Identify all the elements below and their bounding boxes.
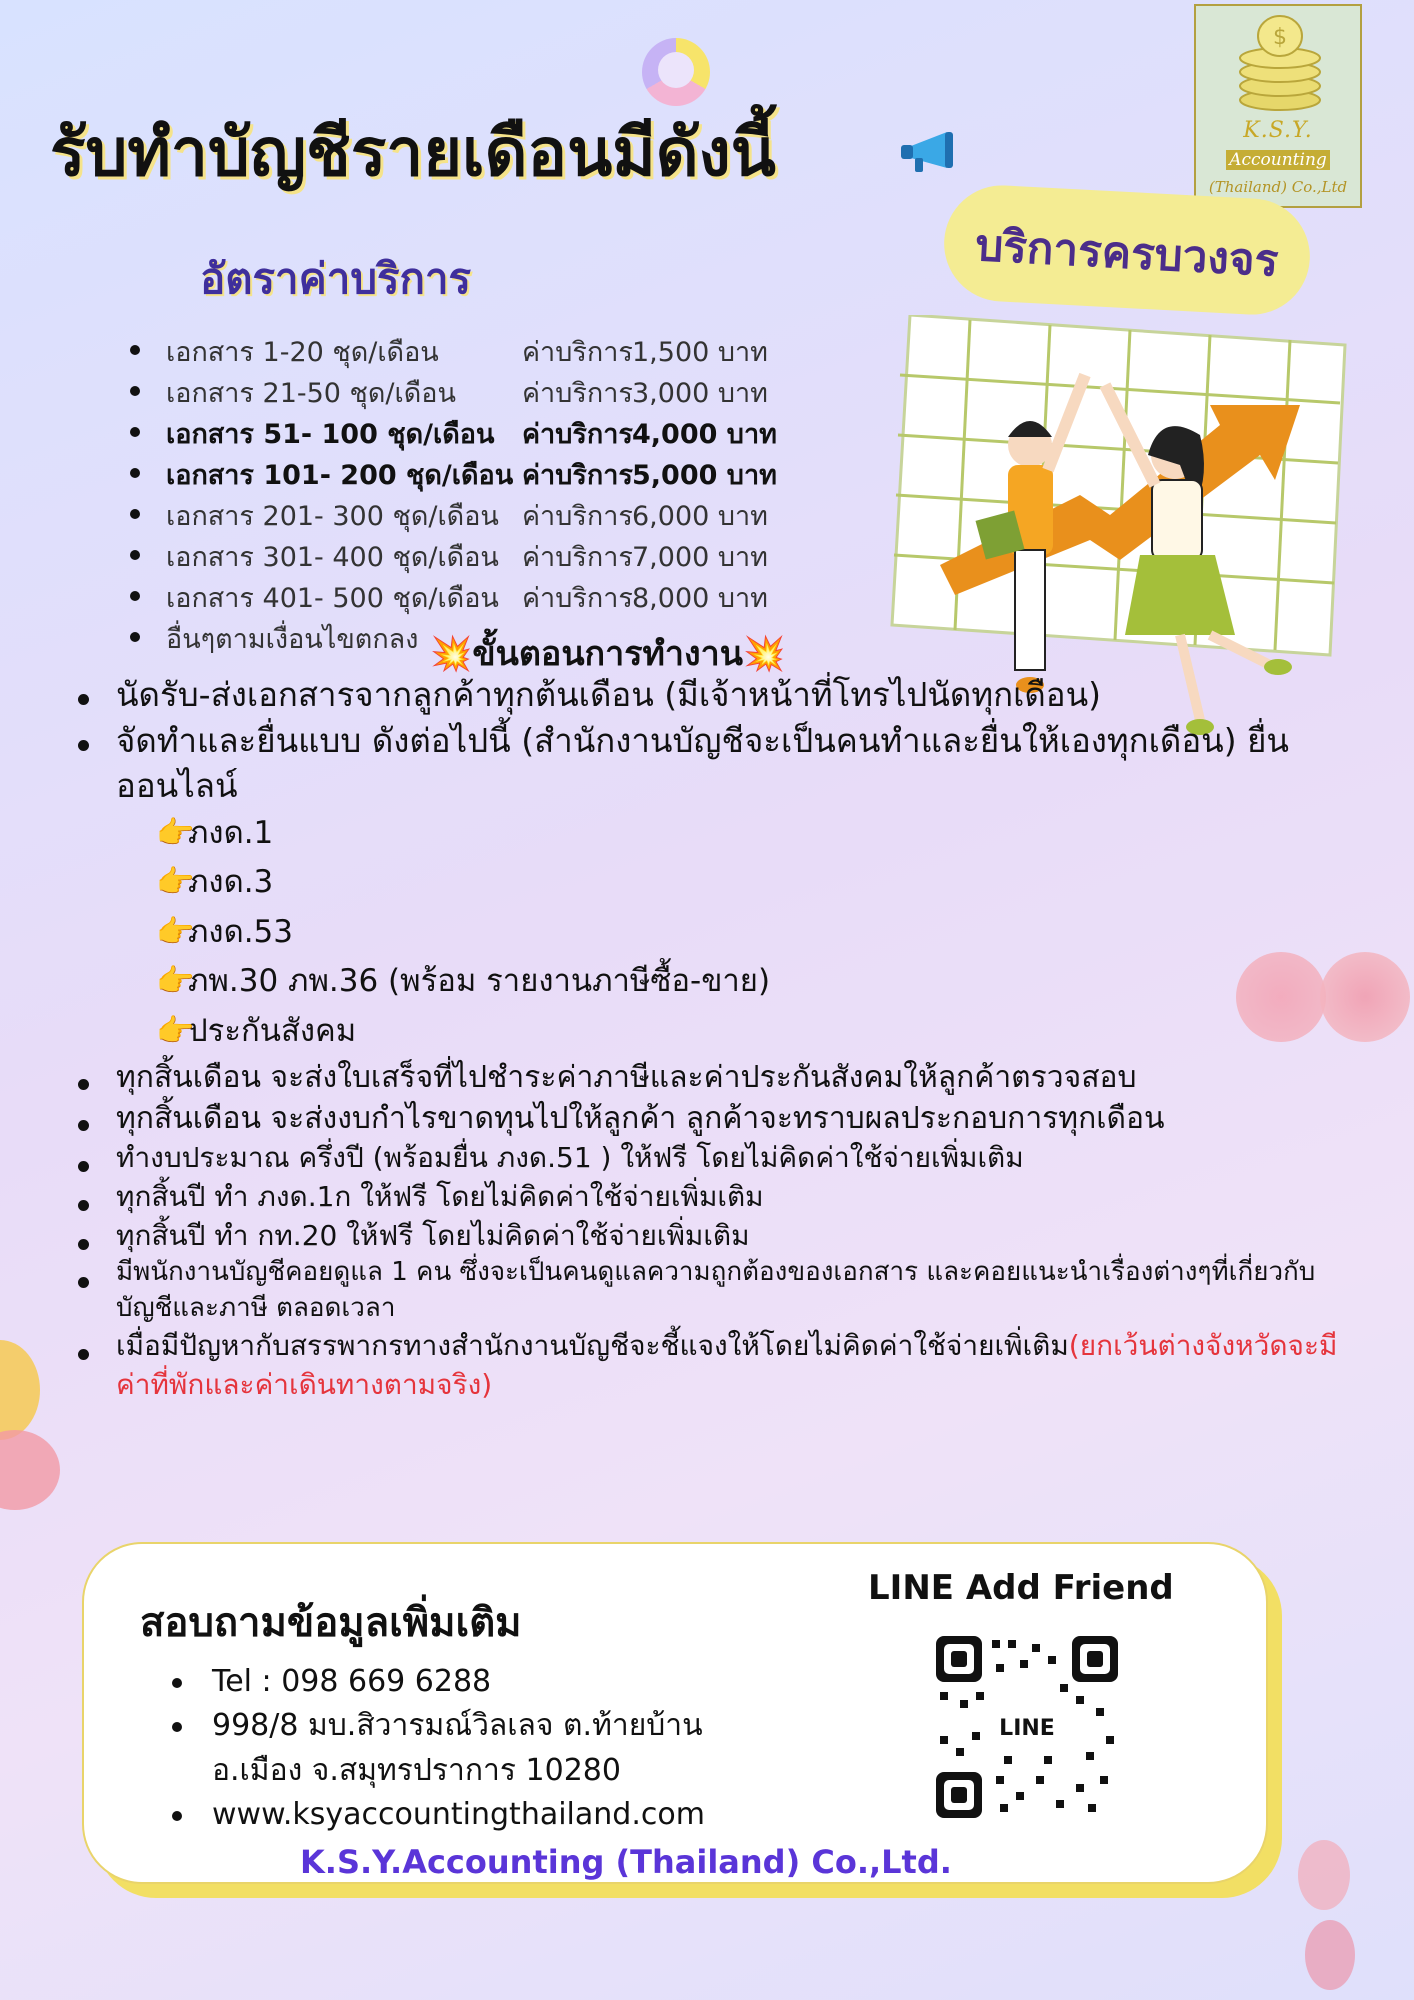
rate-item xyxy=(130,371,780,412)
pointing-finger-icon: 👉 xyxy=(156,913,195,950)
decorative-blob xyxy=(0,1430,60,1510)
rate-item xyxy=(130,330,780,371)
logo-company: (Thailand) Co.,Ltd xyxy=(1208,178,1348,196)
decorative-ring xyxy=(642,38,710,106)
rate-amount: 6,000 บาท xyxy=(632,501,768,532)
rate-item xyxy=(130,535,780,576)
logo-name: K.S.Y. xyxy=(1243,118,1313,143)
contact-address xyxy=(168,1704,788,1793)
rate-amount: 3,000 บาท xyxy=(632,378,768,409)
rate-fee-label: ค่าบริการ xyxy=(522,542,633,573)
rate-amount: 5,000 บาท xyxy=(632,460,777,491)
rate-doc: เอกสาร 401- 500 ชุด/เดือน xyxy=(166,583,499,614)
contact-title: สอบถามข้อมูลเพิ่มเติม xyxy=(140,1600,522,1646)
pointing-finger-icon: 👉 xyxy=(156,1012,195,1049)
line-qr-code[interactable] xyxy=(936,1636,1118,1818)
list-item xyxy=(72,1327,1362,1404)
svg-text:$: $ xyxy=(1273,25,1287,50)
contact-tel[interactable]: Tel : 098 669 6288 xyxy=(168,1660,788,1704)
rate-item xyxy=(130,453,780,494)
rate-fee-label: ค่าบริการ xyxy=(522,501,633,532)
list-item: มีพนักงานบัญชีคอยดูแล 1 คน ซึ่งจะเป็นคนดูแลความถูกต้องของเอกสาร และคอยแนะนำเรื่องต่างๆที่เกี่ยวกับบัญชีและภาษี ตลอดเวลา xyxy=(72,1255,1332,1327)
rate-fee-label: ค่าบริการ xyxy=(522,419,633,450)
form-label: ประกันสังคม xyxy=(188,1012,357,1049)
rate-doc: เอกสาร 51- 100 ชุด/เดือน xyxy=(166,419,495,450)
list-item: ทุกสิ้นปี ทำ ภงด.1ก ให้ฟรี โดยไม่คิดค่าใช้จ่ายเพิ่มเติม xyxy=(72,1178,1372,1217)
form-item xyxy=(72,1007,1372,1057)
rate-item xyxy=(130,576,780,617)
company-logo xyxy=(1194,4,1362,208)
service-badge xyxy=(941,183,1313,318)
form-label: ภงด.3 xyxy=(188,864,274,901)
rate-fee-label: ค่าบริการ xyxy=(522,583,633,614)
rate-fee-label: ค่าบริการ xyxy=(522,337,633,368)
list-item: ทุกสิ้นเดือน จะส่งงบกำไรขาดทุนไปให้ลูกค้า ลูกค้าจะทราบผลประกอบการทุกเดือน xyxy=(72,1098,1372,1139)
form-label: ภงด.1 xyxy=(188,814,274,851)
page-title: รับทำบัญชีรายเดือนมีดังนี้ xyxy=(50,114,776,191)
decorative-blob xyxy=(1305,1920,1355,1990)
rate-fee-label: ค่าบริการ xyxy=(522,378,633,409)
rate-other: อื่นๆตามเงื่อนไขตกลง xyxy=(166,624,419,655)
list-item: นัดรับ-ส่งเอกสารจากลูกค้าทุกต้นเดือน (มีเจ้าหน้าที่โทรไปนัดทุกเดือน) xyxy=(72,672,1372,718)
rate-doc: เอกสาร 21-50 ชุด/เดือน xyxy=(166,378,456,409)
steps-list xyxy=(72,672,1372,1404)
list-item: ทุกสิ้นเดือน จะส่งใบเสร็จที่ไปชำระค่าภาษีและค่าประกันสังคมให้ลูกค้าตรวจสอบ xyxy=(72,1057,1372,1098)
rate-amount: 4,000 บาท xyxy=(632,419,777,450)
rate-amount: 7,000 บาท xyxy=(632,542,768,573)
form-item xyxy=(72,908,1372,958)
form-item xyxy=(72,858,1372,908)
pointing-finger-icon: 👉 xyxy=(156,864,195,901)
rate-doc: เอกสาร 1-20 ชุด/เดือน xyxy=(166,337,439,368)
pointing-finger-icon: 👉 xyxy=(156,814,195,851)
logo-subtitle: Accounting xyxy=(1226,150,1330,170)
list-item: ทำงบประมาณ ครึ่งปี (พร้อมยื่น ภงด.51 ) ให้ฟรี โดยไม่คิดค่าใช้จ่ายเพิ่มเติม xyxy=(72,1139,1372,1178)
decorative-blob xyxy=(1298,1840,1350,1910)
qr-label: LINE xyxy=(999,1716,1055,1741)
contact-website[interactable]: www.ksyaccountingthailand.com xyxy=(168,1793,788,1837)
rate-amount: 8,000 บาท xyxy=(632,583,768,614)
megaphone-icon xyxy=(897,128,961,178)
rate-fee-label: ค่าบริการ xyxy=(522,460,633,491)
form-item xyxy=(72,809,1372,859)
rate-doc: เอกสาร 201- 300 ชุด/เดือน xyxy=(166,501,499,532)
contact-list xyxy=(168,1660,788,1838)
rate-item xyxy=(130,494,780,535)
decorative-blob xyxy=(0,1340,40,1440)
address-line-1: 998/8 มบ.สิวารมณ์วิลเลจ ต.ท้ายบ้าน xyxy=(212,1708,703,1744)
company-name: K.S.Y.Accounting (Thailand) Co.,Ltd. xyxy=(300,1843,952,1881)
list-item-note: (ยกเว้นต่างจังหวัดจะมีค่าที่พักและค่าเดินทางตามจริง) xyxy=(116,1328,1338,1401)
form-item xyxy=(72,957,1372,1007)
steps-title: 💥ขั้นตอนการทำงาน💥 xyxy=(430,634,786,674)
form-label: ภงด.53 xyxy=(188,913,294,950)
rate-list xyxy=(130,330,780,658)
line-title: LINE Add Friend xyxy=(868,1568,1174,1608)
list-item: จัดทำและยื่นแบบ ดังต่อไปนี้ (สำนักงานบัญชีจะเป็นคนทำและยื่นให้เองทุกเดือน) ยื่นออนไลน์ xyxy=(72,718,1352,809)
rates-title: อัตราค่าบริการ xyxy=(200,254,472,303)
address-line-2: อ.เมือง จ.สมุทรปราการ 10280 xyxy=(212,1752,621,1788)
rate-amount: 1,500 บาท xyxy=(632,337,768,368)
pointing-finger-icon: 👉 xyxy=(156,963,195,1000)
rate-item xyxy=(130,412,780,453)
list-item-text: เมื่อมีปัญหากับสรรพากรทางสำนักงานบัญชีจะชี้แจงให้โดยไม่คิดค่าใช้จ่ายเพิ่เติม xyxy=(116,1328,1069,1362)
coins-icon xyxy=(1236,14,1324,114)
rate-doc: เอกสาร 301- 400 ชุด/เดือน xyxy=(166,542,499,573)
service-badge-label: บริการครบวงจร xyxy=(974,220,1280,287)
list-item: ทุกสิ้นปี ทำ กท.20 ให้ฟรี โดยไม่คิดค่าใช้จ่ายเพิ่มเติม xyxy=(72,1217,1372,1256)
rate-doc: เอกสาร 101- 200 ชุด/เดือน xyxy=(166,460,514,491)
form-label: ภพ.30 ภพ.36 (พร้อม รายงานภาษีซื้อ-ขาย) xyxy=(188,963,771,1000)
